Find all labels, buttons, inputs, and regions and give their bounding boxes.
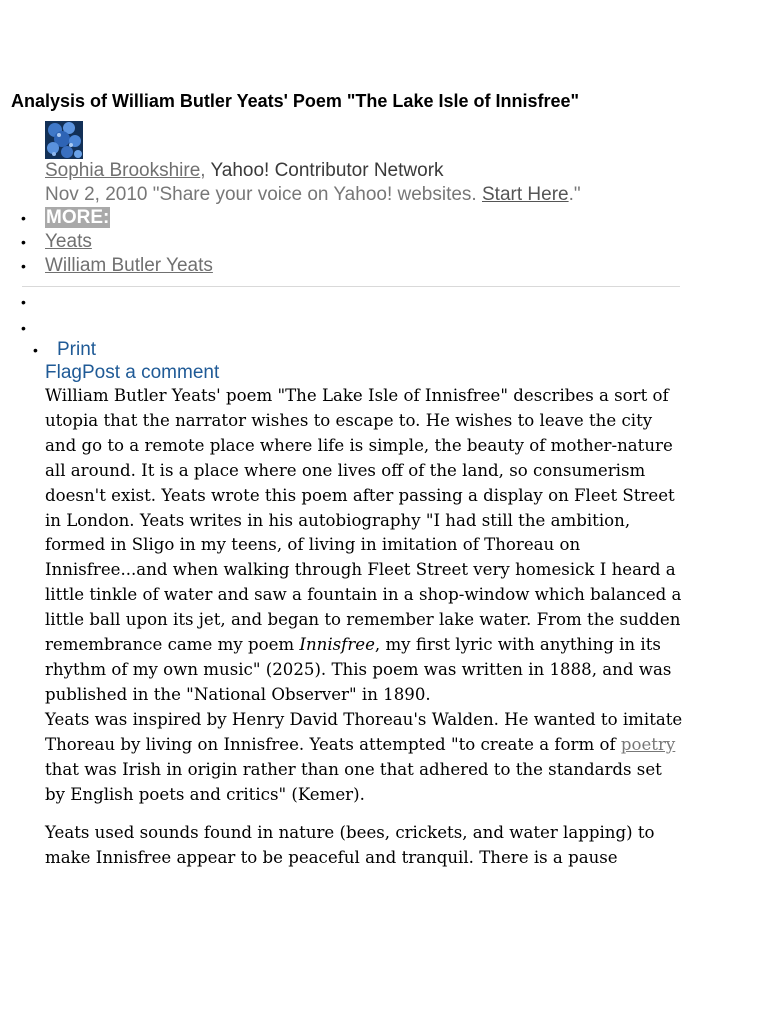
tag-list-item xyxy=(21,230,213,254)
publish-date: Nov 2, 2010 xyxy=(45,184,148,205)
paragraph-text: William Butler Yeats' poem "The Lake Isle of Innisfree" describes a sort of utopia that the narrator wishes to escape to. He wishes to leave the city and go to a remote place where life is simple, the beauty of mother-nature all around. It is a place where one lives off of the land, so consumerism doesn't exist. Yeats wrote this poem after passing a display on Fleet Street in London. Yeats writes in his autobiography "I had still the ambition, formed in Sligo in my teens, of living in imitation of Thoreau on Innisfree...and when walking through Fleet Street very homesick I heard a little tinkle of water and saw a fountain in a shop-window which balanced a little ball upon its jet, and began to remember lake water. From the sudden remembrance came my poem xyxy=(45,386,682,655)
poem-title-italic: Innisfree xyxy=(299,635,375,655)
byline xyxy=(45,159,444,183)
article-tools-list xyxy=(33,338,97,362)
avatar-thumbnail-icon xyxy=(45,121,83,159)
disc-bullet-icon: • xyxy=(21,234,26,250)
dateline xyxy=(45,183,581,207)
share-suffix: ." xyxy=(568,184,581,205)
page-title: Analysis of William Butler Yeats' Poem "The Lake Isle of Innisfree" xyxy=(11,91,580,111)
tag-list xyxy=(21,206,213,278)
section-divider xyxy=(22,286,680,287)
tag-list-item xyxy=(21,254,213,278)
tag-link-william-butler-yeats[interactable]: William Butler Yeats xyxy=(45,255,213,276)
article-paragraph: Yeats used sounds found in nature (bees, crickets, and water lapping) to make Innisfree appear to be peaceful and tranquil. There is a pause xyxy=(45,823,655,868)
author-name-link[interactable]: Sophia Brookshire xyxy=(45,160,201,181)
article-paragraph xyxy=(45,384,685,708)
tag-link-yeats[interactable]: Yeats xyxy=(45,231,92,252)
paragraph-text: that was Irish in origin rather than one that adhered to the standards set by English poets and critics" (Kemer). xyxy=(45,759,662,804)
disc-bullet-icon: • xyxy=(21,210,26,226)
paragraph-text: , my first lyric with anything in its rhythm of my own music" (2025). This poem was written in 1888, and was published in the "National Observer" in 1890. xyxy=(45,635,672,704)
article-body xyxy=(45,384,685,871)
contributor-network: Yahoo! Contributor Network xyxy=(210,160,444,181)
print-link[interactable]: Print xyxy=(57,339,97,360)
byline-comma: , xyxy=(200,160,206,181)
poetry-link[interactable]: poetry xyxy=(620,734,676,754)
author-avatar[interactable] xyxy=(45,121,83,159)
post-comment-link[interactable]: Post a comment xyxy=(81,362,220,383)
disc-bullet-icon: • xyxy=(21,320,26,336)
share-prompt: "Share your voice on Yahoo! websites. xyxy=(152,184,477,205)
flag-comment-row xyxy=(45,361,219,385)
disc-bullet-icon: • xyxy=(33,342,38,358)
article-tool-item xyxy=(33,338,97,362)
tag-list-item xyxy=(21,206,213,230)
paragraph-text: Yeats was inspired by Henry David Thoreau's Walden. He wanted to imitate Thoreau by living on Innisfree. Yeats attempted "to create a form of xyxy=(45,709,683,754)
flag-link[interactable]: Flag xyxy=(45,362,82,383)
article-paragraph xyxy=(45,708,685,808)
disc-bullet-icon: • xyxy=(21,294,26,310)
disc-bullet-icon: • xyxy=(21,258,26,274)
more-label: MORE: xyxy=(46,207,110,228)
start-here-link[interactable]: Start Here xyxy=(482,184,569,205)
